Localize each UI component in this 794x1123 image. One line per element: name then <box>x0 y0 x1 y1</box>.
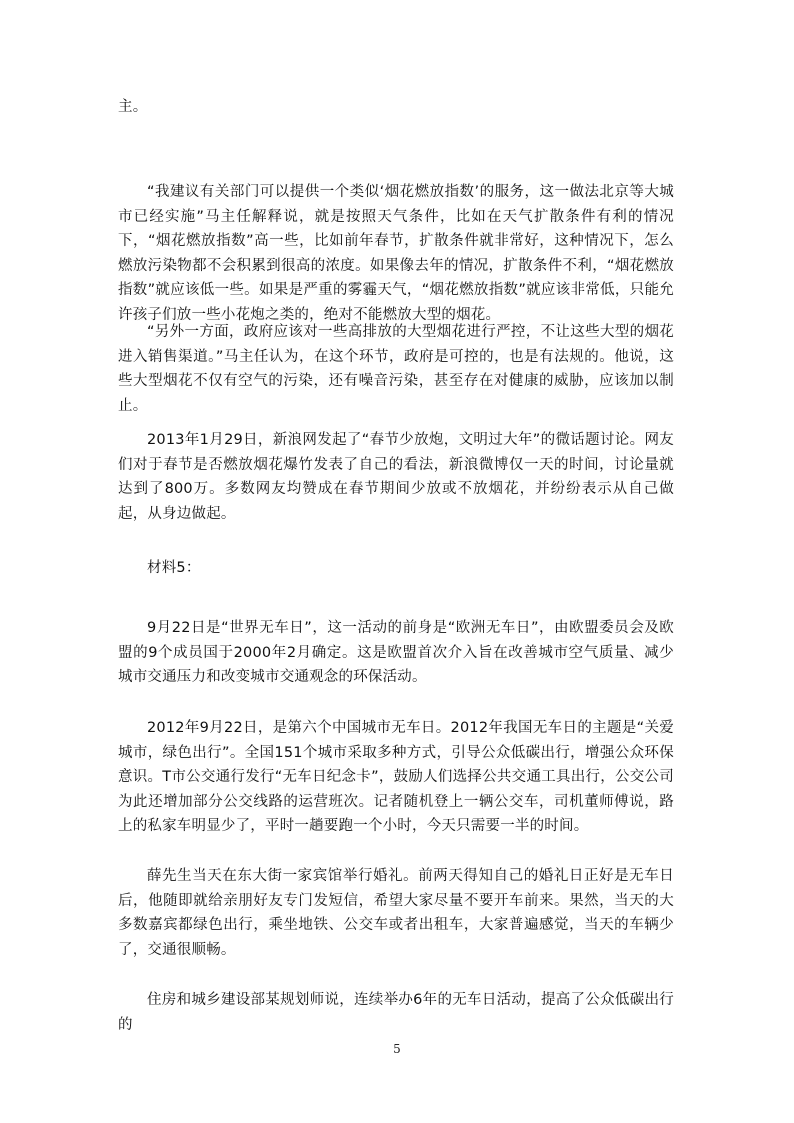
paragraph-china-car-free-day-2012: 2012年9月22日，是第六个中国城市无车日。2012年我国无车日的主题是“关爱城市，绿色出行”。全国151个城市采取多种方式，引导公众低碳出行，增强公众环保意识。T市公交通行发行“无车日纪念卡”，鼓励人们选择公共交通工具出行，公交公司为此还增加部分公交线路的运营班次。记者随机登上一辆公交车，司机董师傅说，路上的私家车明显少了，平时一趟要跑一个小时，今天只需要一半的时间。 <box>118 720 674 834</box>
section-heading-material-5: 材料5： <box>147 560 201 576</box>
paragraph-planner-comment: 住房和城乡建设部某规划师说，连续举办6年的无车日活动，提高了公众低碳出行的 <box>118 992 674 1033</box>
paragraph-sina-weibo-discussion: 2013年1月29日，新浪网发起了“春节少放炮，文明过大年”的微话题讨论。网友们对于春节是否燃放烟花爆竹发表了自己的看法，新浪微博仅一天的时间，讨论量就达到了800万。多数网友均赞成在春节期间少放或不放烟花，并纷纷表示从自己做起，从身边做起。 <box>118 432 674 522</box>
paragraph-wedding-story: 薛先生当天在东大街一家宾馆举行婚礼。前两天得知自己的婚礼日正好是无车日后，他随即就给亲朋好友专门发短信，希望大家尽量不要开车前来。果然，当天的大多数嘉宾都绿色出行，乘坐地铁、公交车或者出租车，大家普遍感觉，当天的车辆少了，交通很顺畅。 <box>118 868 674 958</box>
paragraph-world-car-free-day: 9月22日是“世界无车日”，这一活动的前身是“欧洲无车日”，由欧盟委员会及欧盟的9个成员国于2000年2月确定。这是欧盟首次介入旨在改善城市空气质量、减少城市交通压力和改变城市交通观念的环保活动。 <box>118 620 674 685</box>
paragraph-large-fireworks-control: “另外一方面，政府应该对一些高排放的大型烟花进行严控，不让这些大型的烟花进入销售渠道。”马主任认为，在这个环节，政府是可控的，也是有法规的。他说，这些大型烟花不仅有空气的污染，还有噪音污染，甚至存在对健康的威胁，应该加以制止。 <box>118 324 674 414</box>
page-number: 5 <box>393 1042 401 1056</box>
paragraph-continuation: 主。 <box>118 99 148 115</box>
paragraph-fireworks-index: “我建议有关部门可以提供一个类似‘烟花燃放指数’的服务，这一做法北京等大城市已经实施”马主任解释说，就是按照天气条件，比如在天气扩散条件有利的情况下，“烟花燃放指数”高一些，比如前年春节，扩散条件就非常好，这种情况下，怎么燃放污染物都不会积累到很高的浓度。如果像去年的情况，扩散条件不利，“烟花燃放指数”就应该低一些。如果是严重的雾霾天气，“烟花燃放指数”就应该非常低，只能允许孩子们放一些小花炮之类的，绝对不能燃放大型的烟花。 <box>118 184 674 323</box>
